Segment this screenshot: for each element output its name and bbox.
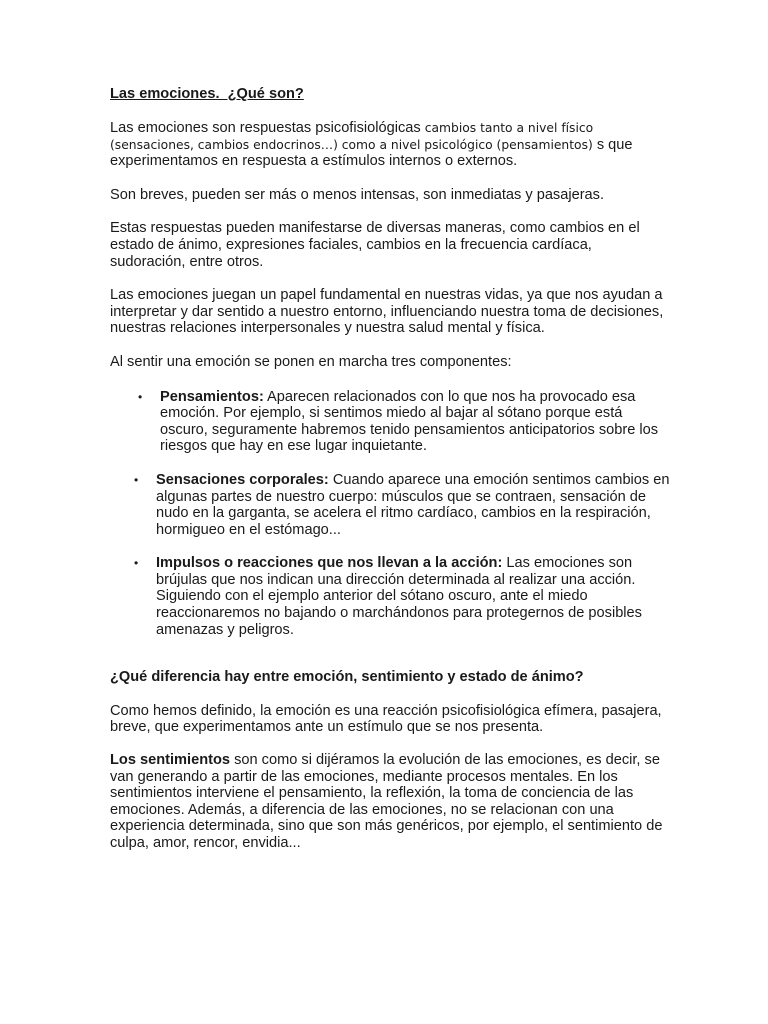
feelings-text: son como si dijéramos la evolución de las emociones, es decir, se van generando a partir de las emociones, mediante procesos mentales. En los sentimientos interviene el pensamiento, la reflexión, la toma de conciencia de las emociones. Además, a diferencia de las emociones, no se relacionan con una experiencia determinada, sino que son más genéricos, por ejemplo, el sentimiento de culpa, amor, rencor, envidia... [110,752,663,851]
list-item-text: Cuando aparece una emoción sentimos cambios en algunas partes de nuestro cuerpo: músculos que se contraen, sensación de nudo en la garganta, se acelera el ritmo cardíaco, cambios en la respiración, hormigueo en el estómago... [156,471,670,538]
paragraph-emotion-summary: Como hemos definido, la emoción es una reacción psicofisiológica efímera, pasajera, breve, que experimentamos ante un estímulo que se nos presenta. [110,702,662,736]
document-body [110,86,670,852]
definition-text-end: s que experimentamos en respuesta a estímulos internos o externos. [110,136,633,170]
paragraph-components-intro: Al sentir una emoción se ponen en marcha tres componentes: [110,353,512,370]
list-item-impulses [110,555,670,638]
bullet-icon: • [134,556,139,571]
paragraph-manifestations: Estas respuestas pueden manifestarse de diversas maneras, como cambios en el estado de ánimo, expresiones faciales, cambios en la frecuencia cardíaca, sudoración, entre otros. [110,220,640,270]
list-item-term: Sensaciones corporales: [156,471,329,488]
paragraph-importance: Las emociones juegan un papel fundamental en nuestras vidas, ya que nos ayudan a interpretar y dar sentido a nuestro entorno, influenciando nuestra toma de decisiones, nuestras relaciones interpersonales y nuestra salud mental y física. [110,287,664,337]
definition-text-start: Las emociones son respuestas psicofisiológicas [110,120,425,136]
list-item-term: Impulsos o reacciones que nos llevan a la acción: [156,555,503,572]
list-item-term: Pensamientos: [160,388,264,405]
paragraph-characteristics: Son breves, pueden ser más o menos intensas, son inmediatas y pasajeras. [110,186,605,203]
section-heading: ¿Qué diferencia hay entre emoción, sentimiento y estado de ánimo? [110,669,584,686]
list-item-body-sensations [110,472,670,538]
definition-inserted-text: cambios tanto a nivel físico (sensaciones, cambios endocrinos…) como a nivel psicológico (pensamientos) [110,121,594,152]
paragraph-feelings [110,752,670,852]
paragraph-definition [110,120,670,170]
components-list [110,389,670,639]
list-item-thoughts [110,389,670,455]
feelings-term: Los sentimientos [110,752,231,769]
bullet-icon: • [138,389,143,404]
page-title: Las emociones. ¿Qué son? [110,86,304,102]
bullet-icon: • [134,472,139,487]
list-item-text: Las emociones son brújulas que nos indican una dirección determinada al realizar una acción. Siguiendo con el ejemplo anterior del sótano oscuro, ante el miedo reaccionaremos no bajando o marchándonos para protegernos de posibles amenazas y peligros. [156,555,642,638]
list-item-text: Aparecen relacionados con lo que nos ha provocado esa emoción. Por ejemplo, si sentimos miedo al bajar al sótano porque está oscuro, seguramente habremos tenido pensamientos anticipatorios sobre los riesgos que hay en ese lugar inquietante. [160,388,659,455]
